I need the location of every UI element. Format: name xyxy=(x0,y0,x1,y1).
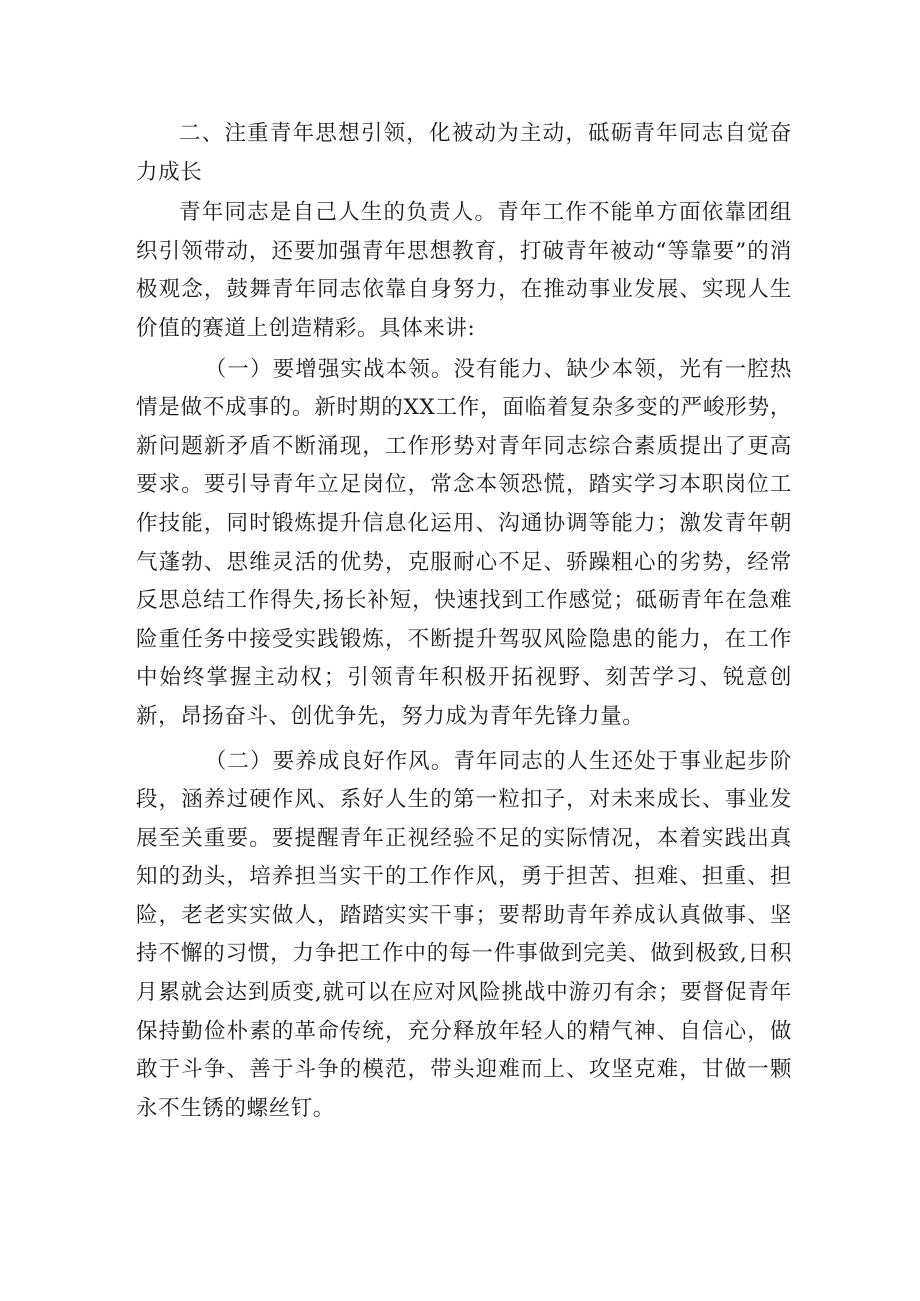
section-heading: 二、注重青年思想引领，化被动为主动，砥砺青年同志自觉奋力成长 xyxy=(136,121,792,185)
item-paragraph-2: （二）要养成良好作风。青年同志的人生还处于事业起步阶段，涵养过硬作风、系好人生的第一粒扣子，对未来成长、事业发展至关重要。要提醒青年正视经验不足的实际情况，本着实践出真知的劲头，培养担当实干的工作作风，勇于担苦、担难、担重、担险，老老实实做人，踏踏实实干事；要帮助青年养成认真做事、坚持不懈的习惯，力争把工作中的每一件事做到完美、做到极致,日积月累就会达到质变,就可以在应对风险挑战中游刃有余；要督促青年保持勤俭朴素的革命传统，充分释放年轻人的精气神、自信心，做敢于斗争、善于斗争的模范，带头迎难而上、攻坚克难，甘做一颗永不生锈的螺丝钉。 xyxy=(136,748,792,1121)
item-paragraph-1: （一）要增强实战本领。没有能力、缺少本领，光有一腔热情是做不成事的。新时期的XX工作，面临着复杂多变的严峻形势，新问题新矛盾不断涌现，工作形势对青年同志综合素质提出了更高要求。要引导青年立足岗位，常念本领恐慌，踏实学习本职岗位工作技能，同时锻炼提升信息化运用、沟通协调等能力；激发青年朝气蓬勃、思维灵活的优势，克服耐心不足、骄躁粗心的劣势，经常反思总结工作得失,扬长补短，快速找到工作感觉；砥砺青年在急难险重任务中接受实践锻炼，不断提升驾驭风险隐患的能力，在工作中始终掌握主动权；引领青年积极开拓视野、刻苦学习、锐意创新，昂扬奋斗、创优争先，努力成为青年先锋力量。 xyxy=(136,356,792,729)
document-body xyxy=(136,115,792,1128)
intro-paragraph: 青年同志是自己人生的负责人。青年工作不能单方面依靠团组织引领带动，还要加强青年思想教育，打破青年被动“等靠要”的消极观念，鼓舞青年同志依靠自身努力，在推动事业发展、实现人生价值的赛道上创造精彩。具体来讲: xyxy=(136,200,792,341)
